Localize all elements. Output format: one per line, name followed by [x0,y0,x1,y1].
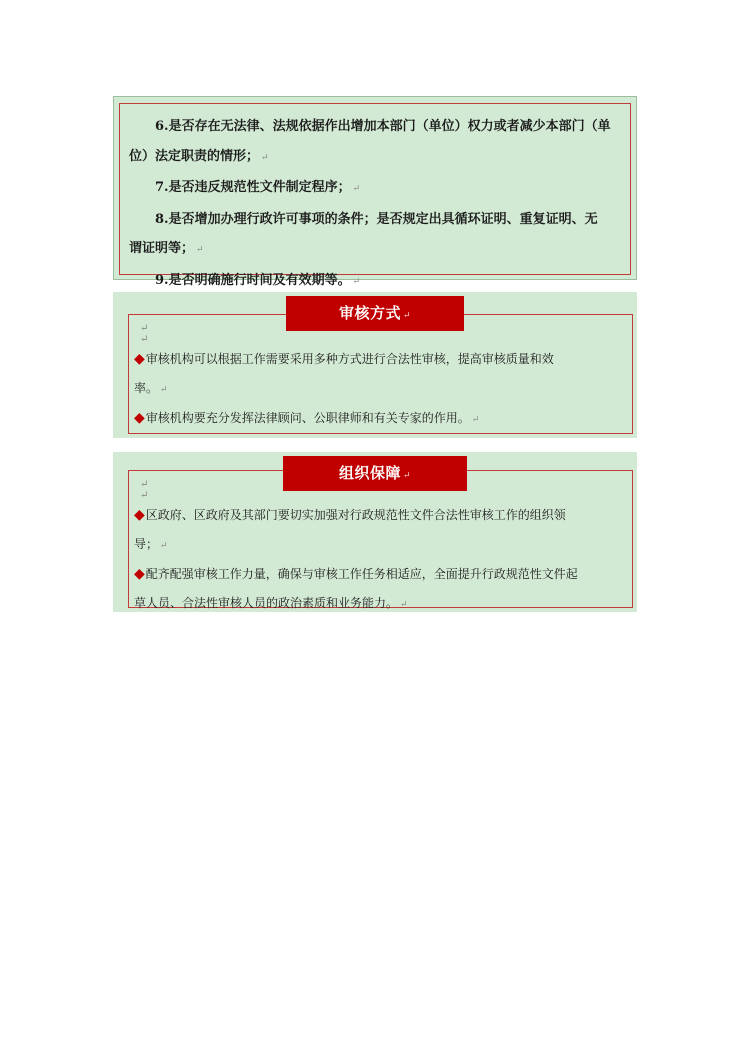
criteria-item-8-line-2: 谓证明等； ↵ [129,241,204,256]
paragraph-mark-icon: ↵ [400,599,408,610]
paragraph-mark-icon: ↵ [261,152,269,163]
criteria-item-8-line-1: 8.是否增加办理行政许可事项的条件；是否规定出具循环证明、重复证明、无 [155,211,598,227]
paragraph-mark-icon: ↵ [471,415,480,425]
org-guarantee-content [134,479,626,619]
org-guarantee-bullet-1-line-2: 导； ↵ [134,536,168,551]
red-diamond-icon: ◆ [134,410,145,426]
org-guarantee-bullet-2-line-1: ◆配齐配强审核工作力量，确保与审核工作任务相适应，全面提升行政规范性文件起 [134,566,578,582]
paragraph-mark-icon: ↵ [160,540,168,551]
red-diamond-icon: ◆ [134,507,145,523]
paragraph-mark-icon: ↵ [140,490,149,501]
org-guarantee-bullet-2-line-2: 草人员、合法性审核人员的政治素质和业务能力。 ↵ [134,595,408,610]
review-method-bullet-2: ◆审核机构要充分发挥法律顾问、公职律师和有关专家的作用。 ↵ [134,410,480,426]
review-method-box [128,314,633,434]
review-method-content [134,323,626,435]
paragraph-mark-icon: ↵ [140,334,149,345]
criteria-item-6-line-1: 6.是否存在无法律、法规依据作出增加本部门（单位）权力或者减少本部门（单 [155,119,611,134]
criteria-item-7: 7.是否违反规范性文件制定程序； ↵ [155,180,361,195]
paragraph-mark-icon: ↵ [196,245,204,255]
paragraph-mark-icon: ↵ [160,384,168,395]
criteria-item-6-line-2: 位）法定职责的情形； ↵ [129,148,269,164]
org-guarantee-panel [113,452,637,612]
red-diamond-icon: ◆ [134,351,145,367]
review-method-bullet-1-line-2: 率。 ↵ [134,380,168,395]
paragraph-mark-icon: ↵ [402,311,412,321]
criteria-item-9: 9.是否明确施行时间及有效期等。 ↵ [155,272,361,288]
red-diamond-icon: ◆ [134,566,145,582]
review-method-panel [113,292,637,438]
criteria-box [119,103,631,288]
paragraph-mark-icon: ↵ [402,471,412,481]
paragraph-mark-icon: ↵ [140,479,149,490]
review-method-bullet-1-line-1: ◆审核机构可以根据工作需要采用多种方式进行合法性审核，提高审核质量和效 [134,351,554,367]
criteria-panel [113,96,637,288]
review-method-title: 审核方式 ↵ [286,296,464,331]
org-guarantee-title: 组织保障 ↵ [283,456,467,491]
paragraph-mark-icon: ↵ [352,276,361,287]
paragraph-mark-icon: ↵ [352,184,361,194]
org-guarantee-bullet-1-line-1: ◆区政府、区政府及其部门要切实加强对行政规范性文件合法性审核工作的组织领 [134,507,566,523]
paragraph-mark-icon: ↵ [140,323,149,334]
